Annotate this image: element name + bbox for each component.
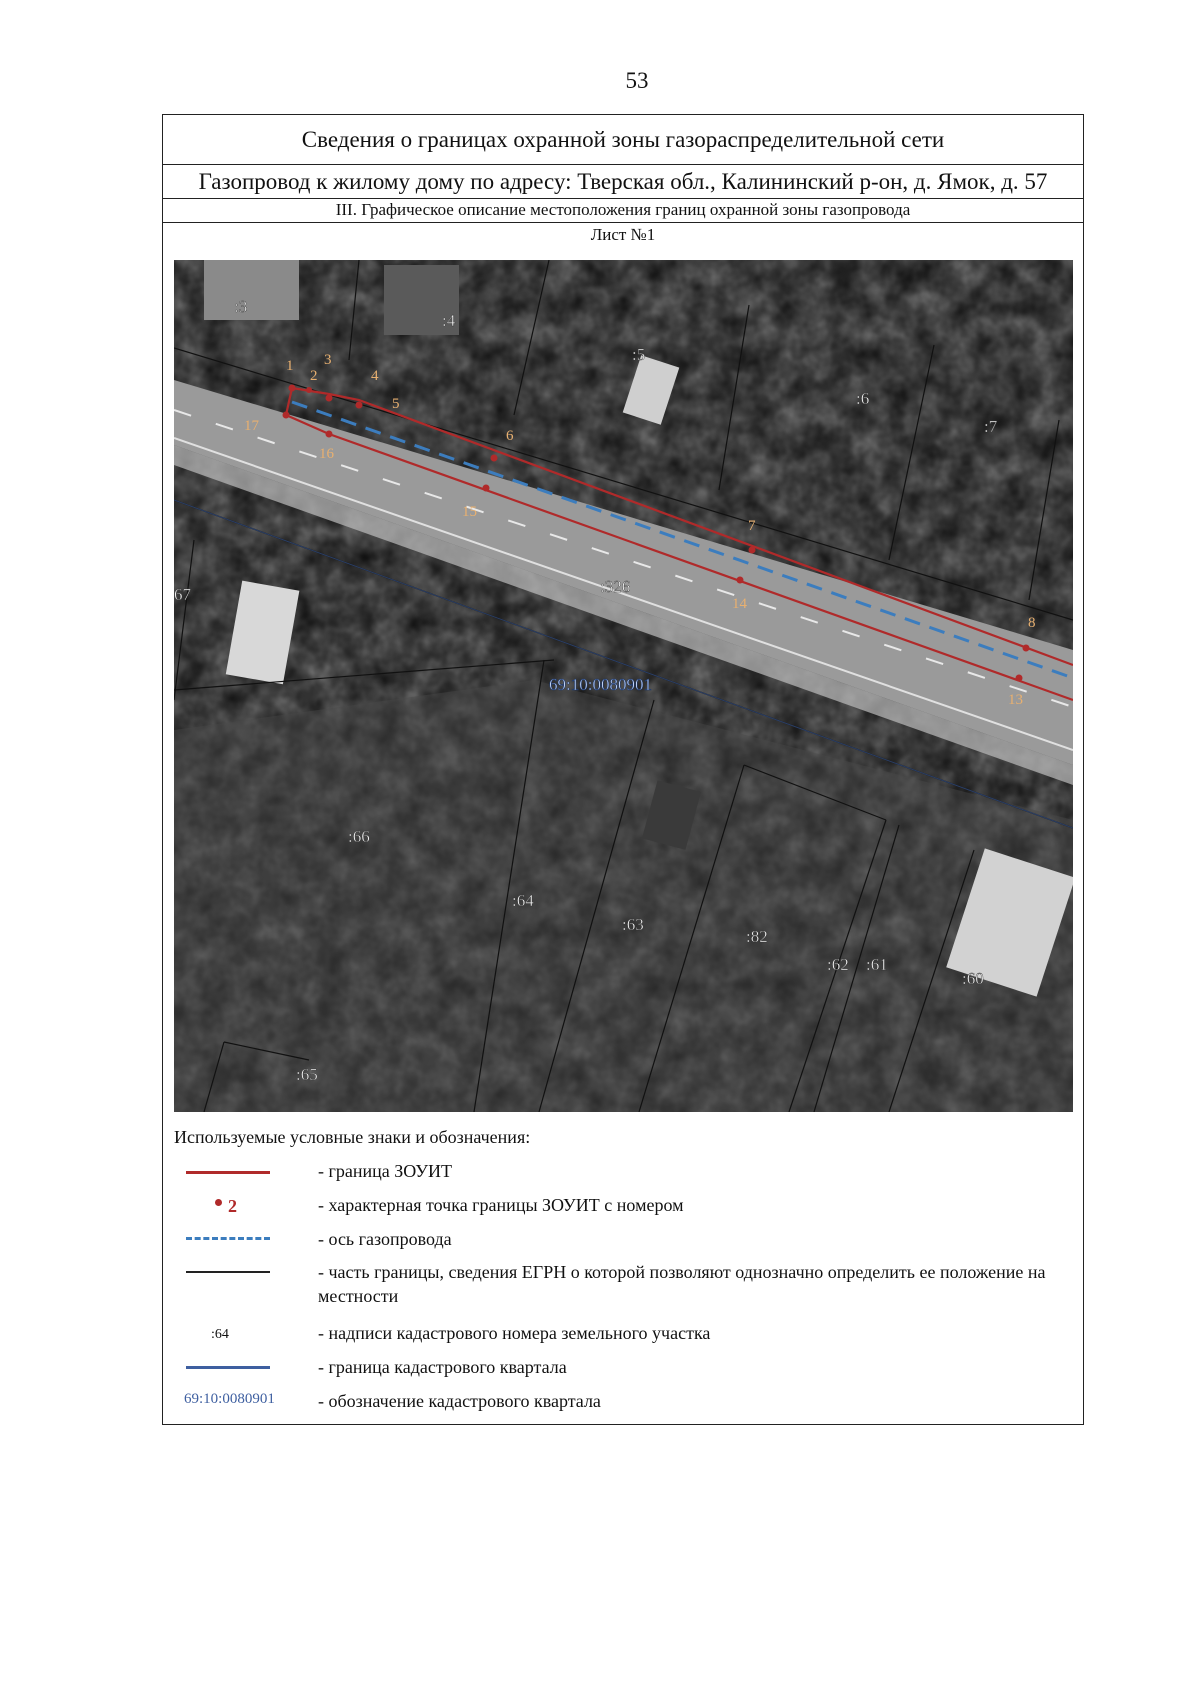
quarter-label-sample: 69:10:0080901	[184, 1391, 275, 1407]
section-title: III. Графическое описание местоположения границ охранной зоны газопровода	[163, 199, 1083, 223]
legend-title: Используемые условные знаки и обозначения:	[174, 1127, 531, 1147]
legend-item-zone-boundary	[174, 1159, 1074, 1189]
parcel-label-82: :82	[746, 927, 768, 946]
point-label-4: 4	[371, 368, 379, 384]
parcel-label-64: :64	[512, 891, 534, 910]
cadastral-map[interactable]	[174, 260, 1073, 1112]
boundary-point-1	[289, 385, 296, 392]
quarter-label-symbol	[184, 1389, 276, 1415]
parcel-label-60: :60	[962, 969, 984, 988]
object-description: Газопровод к жилому дому по адресу: Тверская обл., Калининский р-он, д. Ямок, д. 57	[163, 165, 1083, 199]
point-label-7: 7	[748, 518, 756, 534]
legend-text: - граница ЗОУИТ	[318, 1161, 452, 1181]
map-canvas	[174, 260, 1073, 1112]
point-label-15: 15	[462, 504, 477, 520]
legend-item-quarter-label	[174, 1389, 1074, 1419]
document-title: Сведения о границах охранной зоны газораспределительной сети	[163, 115, 1083, 165]
legend-text: - характерная точка границы ЗОУИТ с номером	[318, 1195, 684, 1215]
boundary-point-15	[483, 485, 490, 492]
boundary-point-14	[737, 577, 744, 584]
sheet-label: Лист №1	[590, 225, 656, 244]
parcel-label-67: 67	[174, 585, 191, 604]
point-label-6: 6	[506, 428, 514, 444]
boundary-point-13	[1016, 675, 1023, 682]
red-line-symbol	[184, 1159, 276, 1185]
cadastral-label-symbol	[184, 1321, 276, 1347]
point-label-17: 17	[244, 418, 259, 434]
page-number: 53	[625, 68, 649, 93]
parcel-label-6: :6	[856, 389, 870, 408]
cadastral-label-sample: :64	[211, 1327, 229, 1342]
legend-item-parcel-boundary	[174, 1260, 1074, 1310]
parcel-label-7: :7	[984, 417, 998, 436]
boundary-point-2	[306, 387, 312, 393]
black-line-symbol	[184, 1260, 276, 1286]
dashed-blue-line-symbol	[184, 1227, 276, 1253]
boundary-point-8	[1023, 645, 1030, 652]
boundary-point-6	[491, 455, 498, 462]
parcel-label-4: :4	[442, 311, 456, 330]
legend-text: - граница кадастрового квартала	[318, 1357, 567, 1377]
point-number-sample: 2	[228, 1196, 237, 1216]
parcel-label-65: :65	[296, 1065, 318, 1084]
point-label-2: 2	[310, 368, 318, 384]
legend-item-cadastral-label	[174, 1321, 1074, 1351]
legend-text: - обозначение кадастрового квартала	[318, 1391, 601, 1411]
parcel-label-62: :62	[827, 955, 849, 974]
boundary-point-16	[326, 431, 333, 438]
boundary-point-5	[356, 402, 363, 409]
legend-text: - часть границы, сведения ЕГРН о которой позволяют однозначно определить ее положение на местности	[318, 1262, 1046, 1306]
parcel-label-66: :66	[348, 827, 370, 846]
point-label-13: 13	[1008, 692, 1023, 708]
point-label-8: 8	[1028, 615, 1036, 631]
parcel-label-3: :3	[234, 297, 248, 316]
boundary-point-17	[283, 412, 290, 419]
legend-item-quarter-boundary	[174, 1355, 1074, 1385]
blue-line-symbol	[184, 1355, 276, 1381]
parcel-label-61: :61	[866, 955, 888, 974]
parcel-label-63: :63	[622, 915, 644, 934]
legend-item-boundary-point	[174, 1193, 1074, 1223]
point-label-5: 5	[392, 396, 400, 412]
red-point-symbol	[184, 1193, 276, 1219]
boundary-point-3	[326, 395, 333, 402]
document-frame	[162, 114, 1084, 1425]
legend-item-gas-axis	[174, 1227, 1074, 1257]
building	[204, 260, 299, 320]
boundary-point-7	[749, 547, 756, 554]
point-label-14: 14	[732, 596, 747, 612]
point-label-1: 1	[286, 358, 294, 374]
parcel-label-5: :5	[632, 345, 646, 364]
point-label-16: 16	[319, 446, 334, 462]
parcel-label-326: :326	[600, 577, 631, 596]
point-label-3: 3	[324, 352, 332, 368]
quarter-label: 69:10:0080901	[549, 675, 652, 694]
legend-text: - надписи кадастрового номера земельного участка	[318, 1323, 711, 1343]
legend-text: - ось газопровода	[318, 1229, 452, 1249]
